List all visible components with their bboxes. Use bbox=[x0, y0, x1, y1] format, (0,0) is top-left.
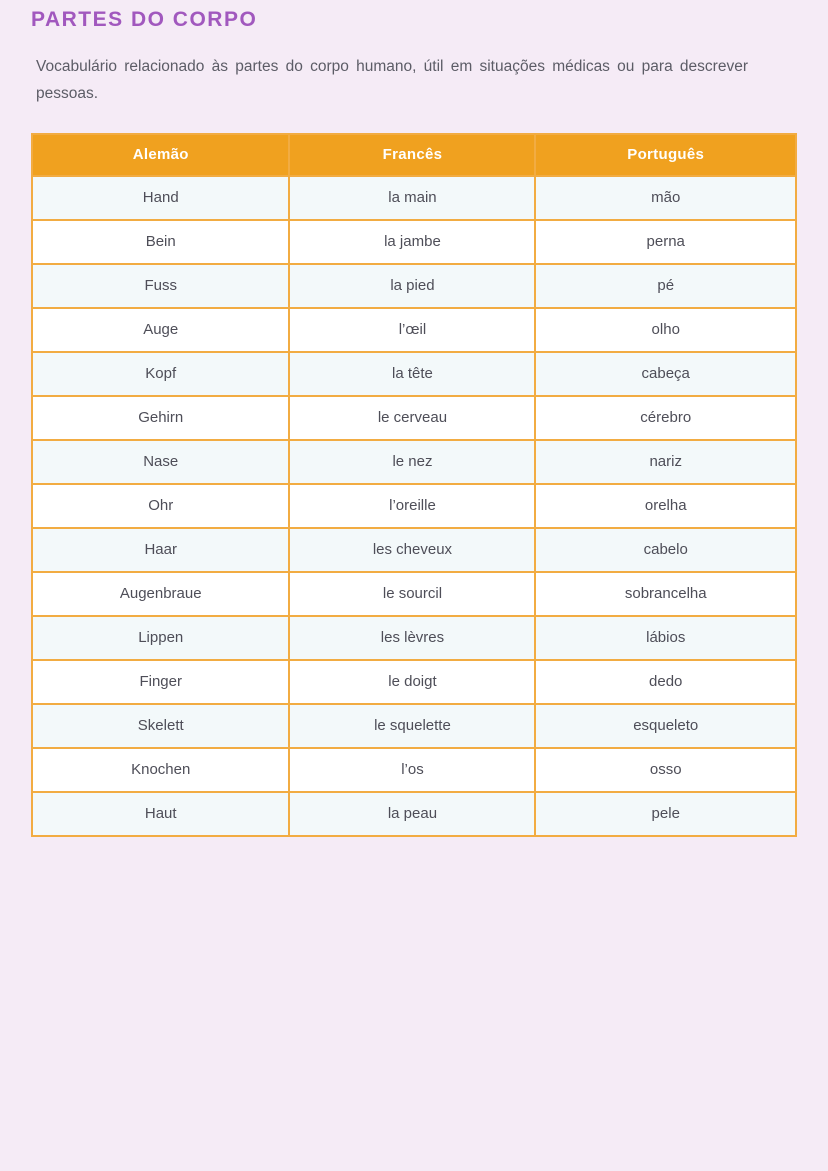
table-row bbox=[32, 528, 796, 572]
page-title: PARTES DO CORPO bbox=[31, 8, 258, 31]
cell-portuguese: esqueleto bbox=[535, 704, 796, 748]
table-row bbox=[32, 660, 796, 704]
cell-portuguese: lábios bbox=[535, 616, 796, 660]
cell-portuguese: olho bbox=[535, 308, 796, 352]
cell-german: Ohr bbox=[32, 484, 289, 528]
cell-german: Nase bbox=[32, 440, 289, 484]
cell-portuguese: pele bbox=[535, 792, 796, 836]
cell-french: le squelette bbox=[289, 704, 535, 748]
cell-portuguese: pé bbox=[535, 264, 796, 308]
table-row bbox=[32, 396, 796, 440]
column-header-german: Alemão bbox=[32, 134, 289, 176]
table-row bbox=[32, 308, 796, 352]
table-row bbox=[32, 440, 796, 484]
table-row bbox=[32, 704, 796, 748]
cell-french: la main bbox=[289, 176, 535, 220]
cell-portuguese: cérebro bbox=[535, 396, 796, 440]
cell-german: Finger bbox=[32, 660, 289, 704]
vocabulary-table bbox=[31, 133, 797, 837]
table-row bbox=[32, 616, 796, 660]
cell-german: Haar bbox=[32, 528, 289, 572]
cell-german: Haut bbox=[32, 792, 289, 836]
table-header bbox=[32, 134, 796, 176]
cell-portuguese: perna bbox=[535, 220, 796, 264]
table-row bbox=[32, 572, 796, 616]
cell-german: Gehirn bbox=[32, 396, 289, 440]
cell-french: les lèvres bbox=[289, 616, 535, 660]
cell-portuguese: nariz bbox=[535, 440, 796, 484]
table-row bbox=[32, 176, 796, 220]
cell-french: la jambe bbox=[289, 220, 535, 264]
table-row bbox=[32, 264, 796, 308]
cell-french: la peau bbox=[289, 792, 535, 836]
cell-german: Bein bbox=[32, 220, 289, 264]
table-row bbox=[32, 748, 796, 792]
cell-french: les cheveux bbox=[289, 528, 535, 572]
table-row bbox=[32, 484, 796, 528]
table-row bbox=[32, 792, 796, 836]
cell-french: l’œil bbox=[289, 308, 535, 352]
cell-german: Fuss bbox=[32, 264, 289, 308]
cell-german: Augenbraue bbox=[32, 572, 289, 616]
cell-french: la tête bbox=[289, 352, 535, 396]
cell-portuguese: mão bbox=[535, 176, 796, 220]
page-description: Vocabulário relacionado às partes do corpo humano, útil em situações médicas ou para descrever pessoas. bbox=[36, 58, 748, 102]
cell-portuguese: sobrancelha bbox=[535, 572, 796, 616]
cell-german: Auge bbox=[32, 308, 289, 352]
cell-portuguese: orelha bbox=[535, 484, 796, 528]
table-row bbox=[32, 220, 796, 264]
table-body bbox=[32, 176, 796, 836]
cell-french: le nez bbox=[289, 440, 535, 484]
cell-german: Lippen bbox=[32, 616, 289, 660]
table-row bbox=[32, 352, 796, 396]
cell-french: l’oreille bbox=[289, 484, 535, 528]
cell-portuguese: cabelo bbox=[535, 528, 796, 572]
cell-german: Kopf bbox=[32, 352, 289, 396]
column-header-french: Francês bbox=[289, 134, 535, 176]
cell-german: Knochen bbox=[32, 748, 289, 792]
cell-german: Hand bbox=[32, 176, 289, 220]
cell-portuguese: dedo bbox=[535, 660, 796, 704]
cell-french: l’os bbox=[289, 748, 535, 792]
column-header-portuguese: Português bbox=[535, 134, 796, 176]
cell-german: Skelett bbox=[32, 704, 289, 748]
cell-french: le doigt bbox=[289, 660, 535, 704]
cell-french: le sourcil bbox=[289, 572, 535, 616]
cell-portuguese: osso bbox=[535, 748, 796, 792]
cell-french: la pied bbox=[289, 264, 535, 308]
cell-french: le cerveau bbox=[289, 396, 535, 440]
cell-portuguese: cabeça bbox=[535, 352, 796, 396]
header-row bbox=[32, 134, 796, 176]
